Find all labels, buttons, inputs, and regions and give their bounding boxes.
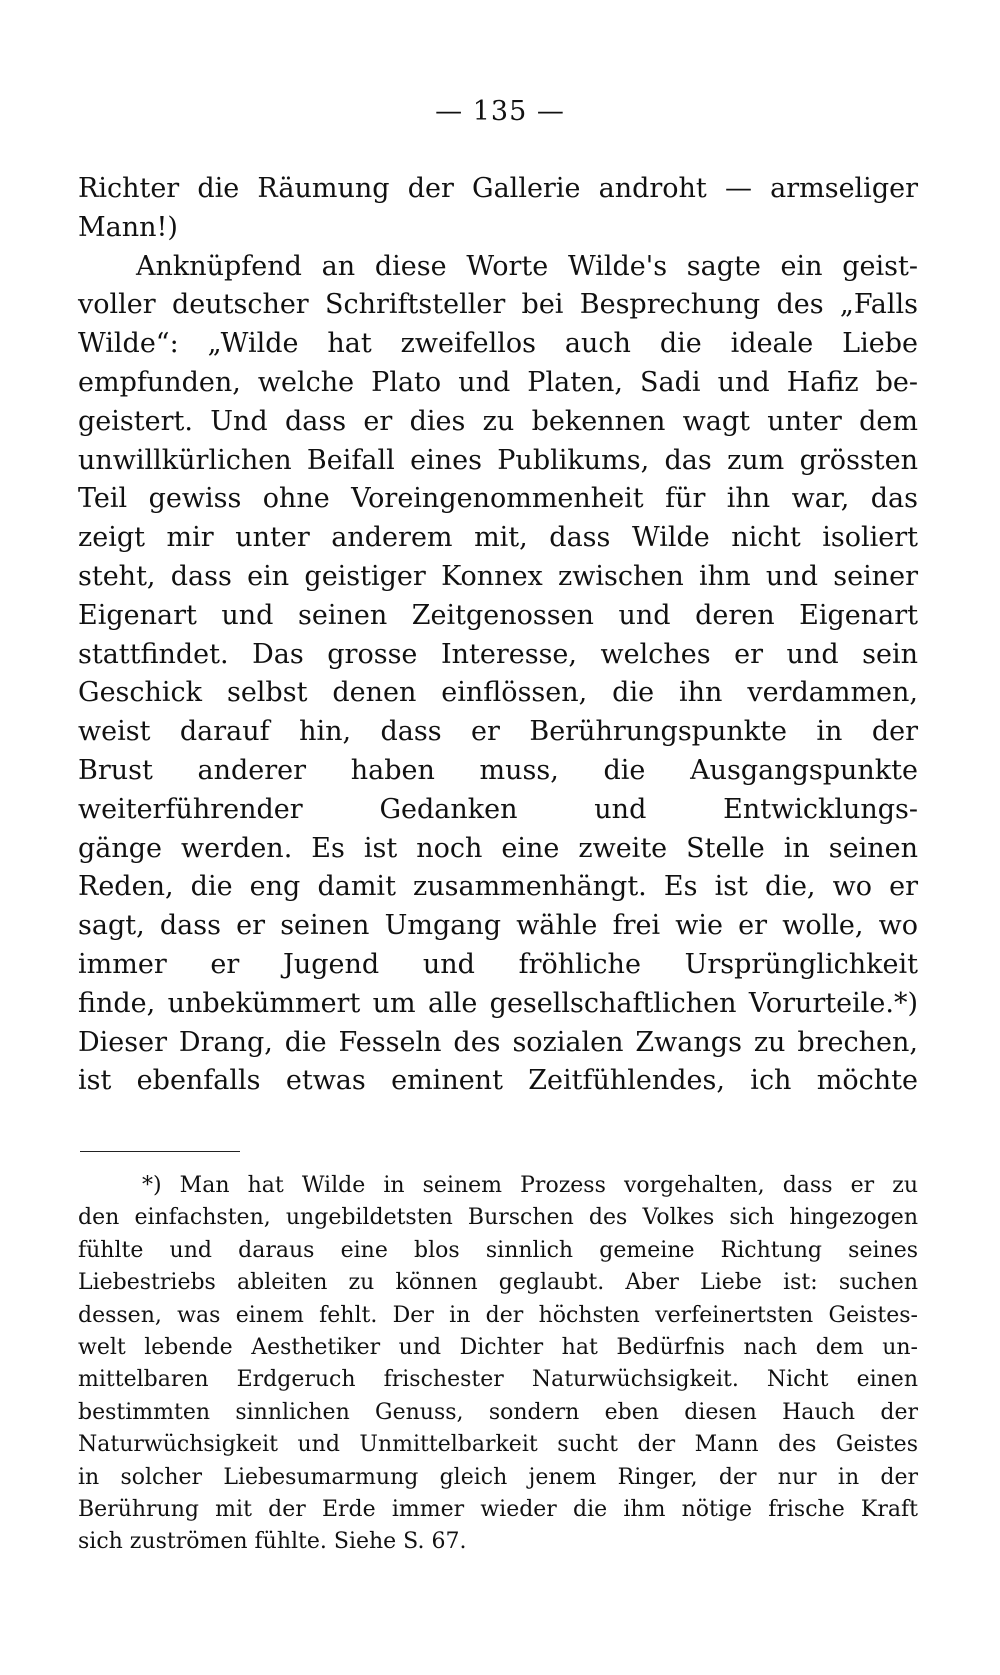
footnote-line: in solcher Liebesumarmung gleich jenem Ringer, der nur in der xyxy=(78,1464,918,1490)
footnote-line: Berührung mit der Erde immer wieder die ihm nötige frische Kraft xyxy=(78,1496,918,1522)
body-line: immer er Jugend und fröhliche Ursprünglichkeit xyxy=(78,948,918,980)
footnote-line: Naturwüchsigkeit und Unmittelbarkeit sucht der Mann des Geistes xyxy=(78,1432,918,1458)
body-line: steht, dass ein geistiger Konnex zwischen ihm und seiner xyxy=(78,560,918,592)
body-text xyxy=(78,170,918,1101)
footnote-line: welt lebende Aesthetiker und Dichter hat Bedürfnis nach dem un- xyxy=(78,1334,918,1360)
footnote-line: sich zuströmen fühlte. Siehe S. 67. xyxy=(78,1529,467,1555)
body-line: Anknüpfend an diese Worte Wilde's sagte ein geist- xyxy=(136,250,918,282)
body-line: Brust anderer haben muss, die Ausgangspunkte xyxy=(78,754,918,786)
body-line: Reden, die eng damit zusammenhängt. Es ist die, wo er xyxy=(78,871,918,903)
body-line: Richter die Räumung der Gallerie androht — armseliger xyxy=(78,173,918,204)
footnote xyxy=(78,1170,918,1559)
body-line: voller deutscher Schriftsteller bei Besprechung des „Falls xyxy=(78,289,918,321)
body-line: Mann!) xyxy=(78,211,178,243)
footnote-line: dessen, was einem fehlt. Der in der höchsten verfeinertsten Geistes- xyxy=(78,1302,918,1328)
body-line: finde, unbekümmert um alle gesellschaftlichen Vorurteile.*) xyxy=(78,987,918,1019)
footnote-divider xyxy=(80,1151,240,1152)
body-line: Teil gewiss ohne Voreingenommenheit für ihn war, das xyxy=(78,483,918,515)
body-line: Wilde“: „Wilde hat zweifellos auch die ideale Liebe xyxy=(78,328,918,360)
body-line: ist ebenfalls etwas eminent Zeitfühlendes, ich möchte xyxy=(78,1065,918,1097)
body-line: gänge werden. Es ist noch eine zweite Stelle in seinen xyxy=(78,832,918,864)
footnote-line: *) Man hat Wilde in seinem Prozess vorgehalten, dass er zu xyxy=(142,1173,918,1198)
footnote-line: mittelbaren Erdgeruch frischester Naturwüchsigkeit. Nicht einen xyxy=(78,1367,918,1393)
footnote-line: Liebestriebs ableiten zu können geglaubt. Aber Liebe ist: suchen xyxy=(78,1270,918,1296)
body-line: Dieser Drang, die Fesseln des sozialen Zwangs zu brechen, xyxy=(78,1026,918,1058)
body-line: zeigt mir unter anderem mit, dass Wilde nicht isoliert xyxy=(78,522,918,554)
footnote-line: fühlte und daraus eine blos sinnlich gemeine Richtung seines xyxy=(78,1237,918,1263)
body-line: empfunden, welche Plato und Platen, Sadi und Hafiz be- xyxy=(78,366,918,398)
body-line: stattfindet. Das grosse Interesse, welches er und sein xyxy=(78,638,918,670)
body-line: Eigenart und seinen Zeitgenossen und deren Eigenart xyxy=(78,599,918,631)
body-line: weiterführender Gedanken und Entwicklungs- xyxy=(78,793,918,825)
body-line: unwillkürlichen Beifall eines Publikums, das zum grössten xyxy=(78,444,918,476)
body-line: weist darauf hin, dass er Berührungspunkte in der xyxy=(78,716,918,748)
body-line: sagt, dass er seinen Umgang wähle frei wie er wolle, wo xyxy=(78,910,918,942)
page-number: — 135 — xyxy=(435,96,565,127)
footnote-line: den einfachsten, ungebildetsten Burschen des Volkes sich hingezogen xyxy=(78,1205,918,1231)
body-line: Geschick selbst denen einflössen, die ihn verdammen, xyxy=(78,677,918,709)
body-line: geistert. Und dass er dies zu bekennen wagt unter dem xyxy=(78,405,918,437)
footnote-line: bestimmten sinnlichen Genuss, sondern eben diesen Hauch der xyxy=(78,1399,918,1425)
